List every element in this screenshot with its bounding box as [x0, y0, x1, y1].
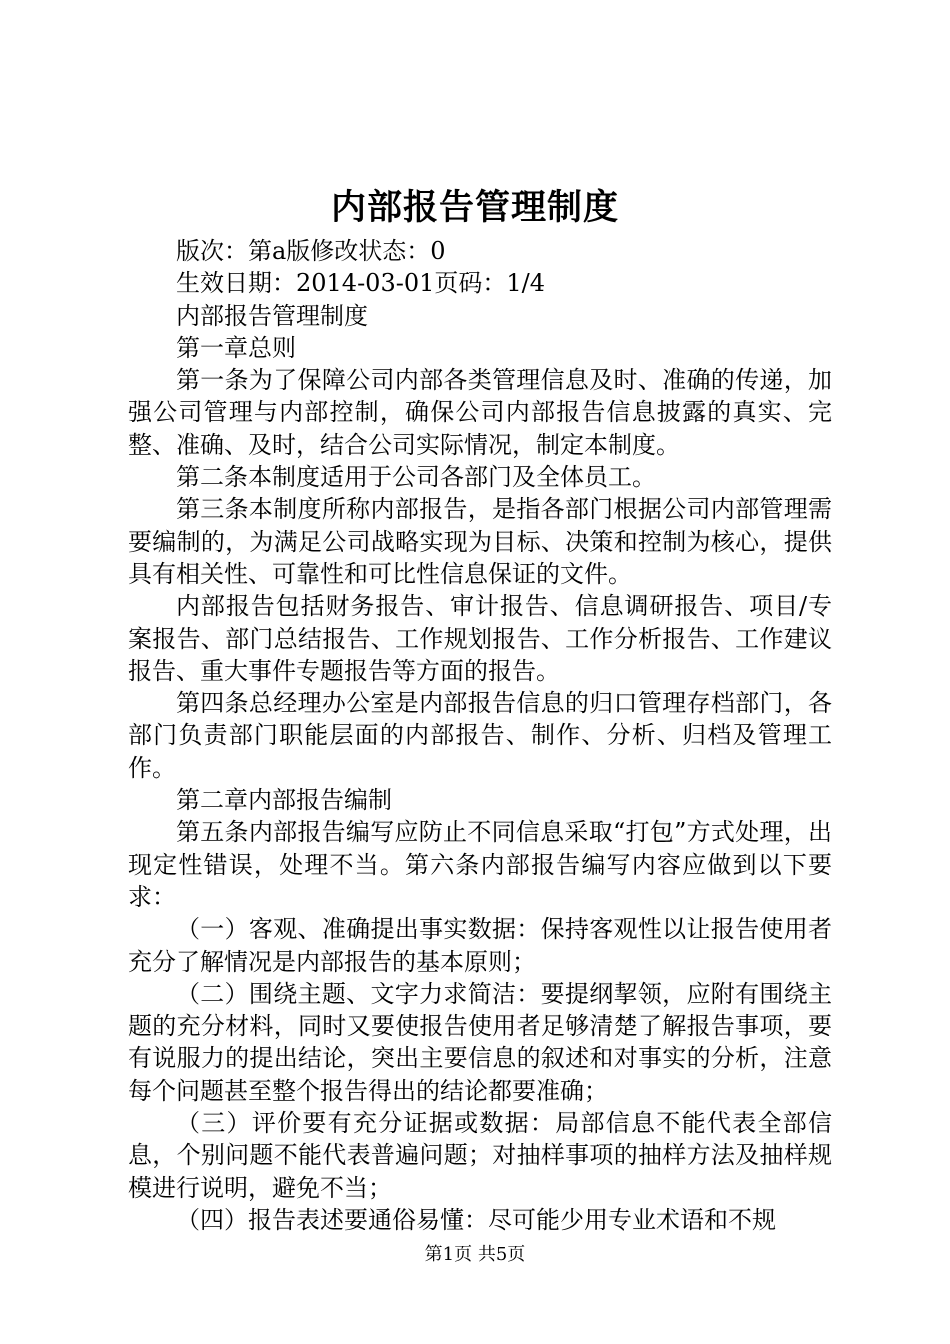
list-item-paragraph: （三）评价要有充分证据或数据：局部信息不能代表全部信息，个别问题不能代表普遍问题；对抽样事项的抽样方法及抽样规模进行说明，避免不当； [128, 1109, 832, 1202]
chapter-heading: 第一章总则 [176, 333, 296, 362]
article-paragraph: 第一条为了保障公司内部各类管理信息及时、准确的传递，加强公司管理与内部控制，确保公司内部报告信息披露的真实、完整、准确、及时，结合公司实际情况，制定本制度。 [128, 366, 832, 459]
document-title: 内部报告管理制度 [330, 187, 619, 228]
list-item-paragraph: （一）客观、准确提出事实数据：保持客观性以让报告使用者充分了解情况是内部报告的基本原则； [128, 915, 832, 976]
list-item-paragraph: （四）报告表述要通俗易懂：尽可能少用专业术语和不规 [176, 1205, 776, 1234]
document-body [128, 235, 832, 1236]
article-paragraph: 第三条本制度所称内部报告，是指各部门根据公司内部管理需要编制的，为满足公司战略实现为目标、决策和控制为核心，提供具有相关性、可靠性和可比性信息保证的文件。 [128, 495, 832, 588]
page-number-footer: 第1页 共5页 [424, 1244, 526, 1265]
article-paragraph: 第四条总经理办公室是内部报告信息的归口管理存档部门，各部门负责部门职能层面的内部报告、制作、分析、归档及管理工作。 [128, 689, 832, 782]
chapter-heading: 第二章内部报告编制 [176, 786, 392, 815]
version-line: 版次：第a版修改状态：0 [176, 237, 446, 265]
effective-date-line: 生效日期：2014-03-01页码：1/4 [176, 269, 545, 298]
article-paragraph: 第五条内部报告编写应防止不同信息采取“打包”方式处理，出现定性错误，处理不当。第六条内部报告编写内容应做到以下要求： [128, 818, 832, 911]
list-item-paragraph: （二）围绕主题、文字力求简洁：要提纲挈领，应附有围绕主题的充分材料，同时又要使报告使用者足够清楚了解报告事项，要有说服力的提出结论，突出主要信息的叙述和对事实的分析，注意每个问题甚至整个报告得出的结论都要准确； [128, 979, 832, 1105]
article-paragraph: 内部报告包括财务报告、审计报告、信息调研报告、项目/专案报告、部门总结报告、工作规划报告、工作分析报告、工作建议报告、重大事件专题报告等方面的报告。 [128, 592, 832, 685]
subtitle-line: 内部报告管理制度 [176, 301, 368, 330]
article-paragraph: 第二条本制度适用于公司各部门及全体员工。 [176, 463, 656, 492]
